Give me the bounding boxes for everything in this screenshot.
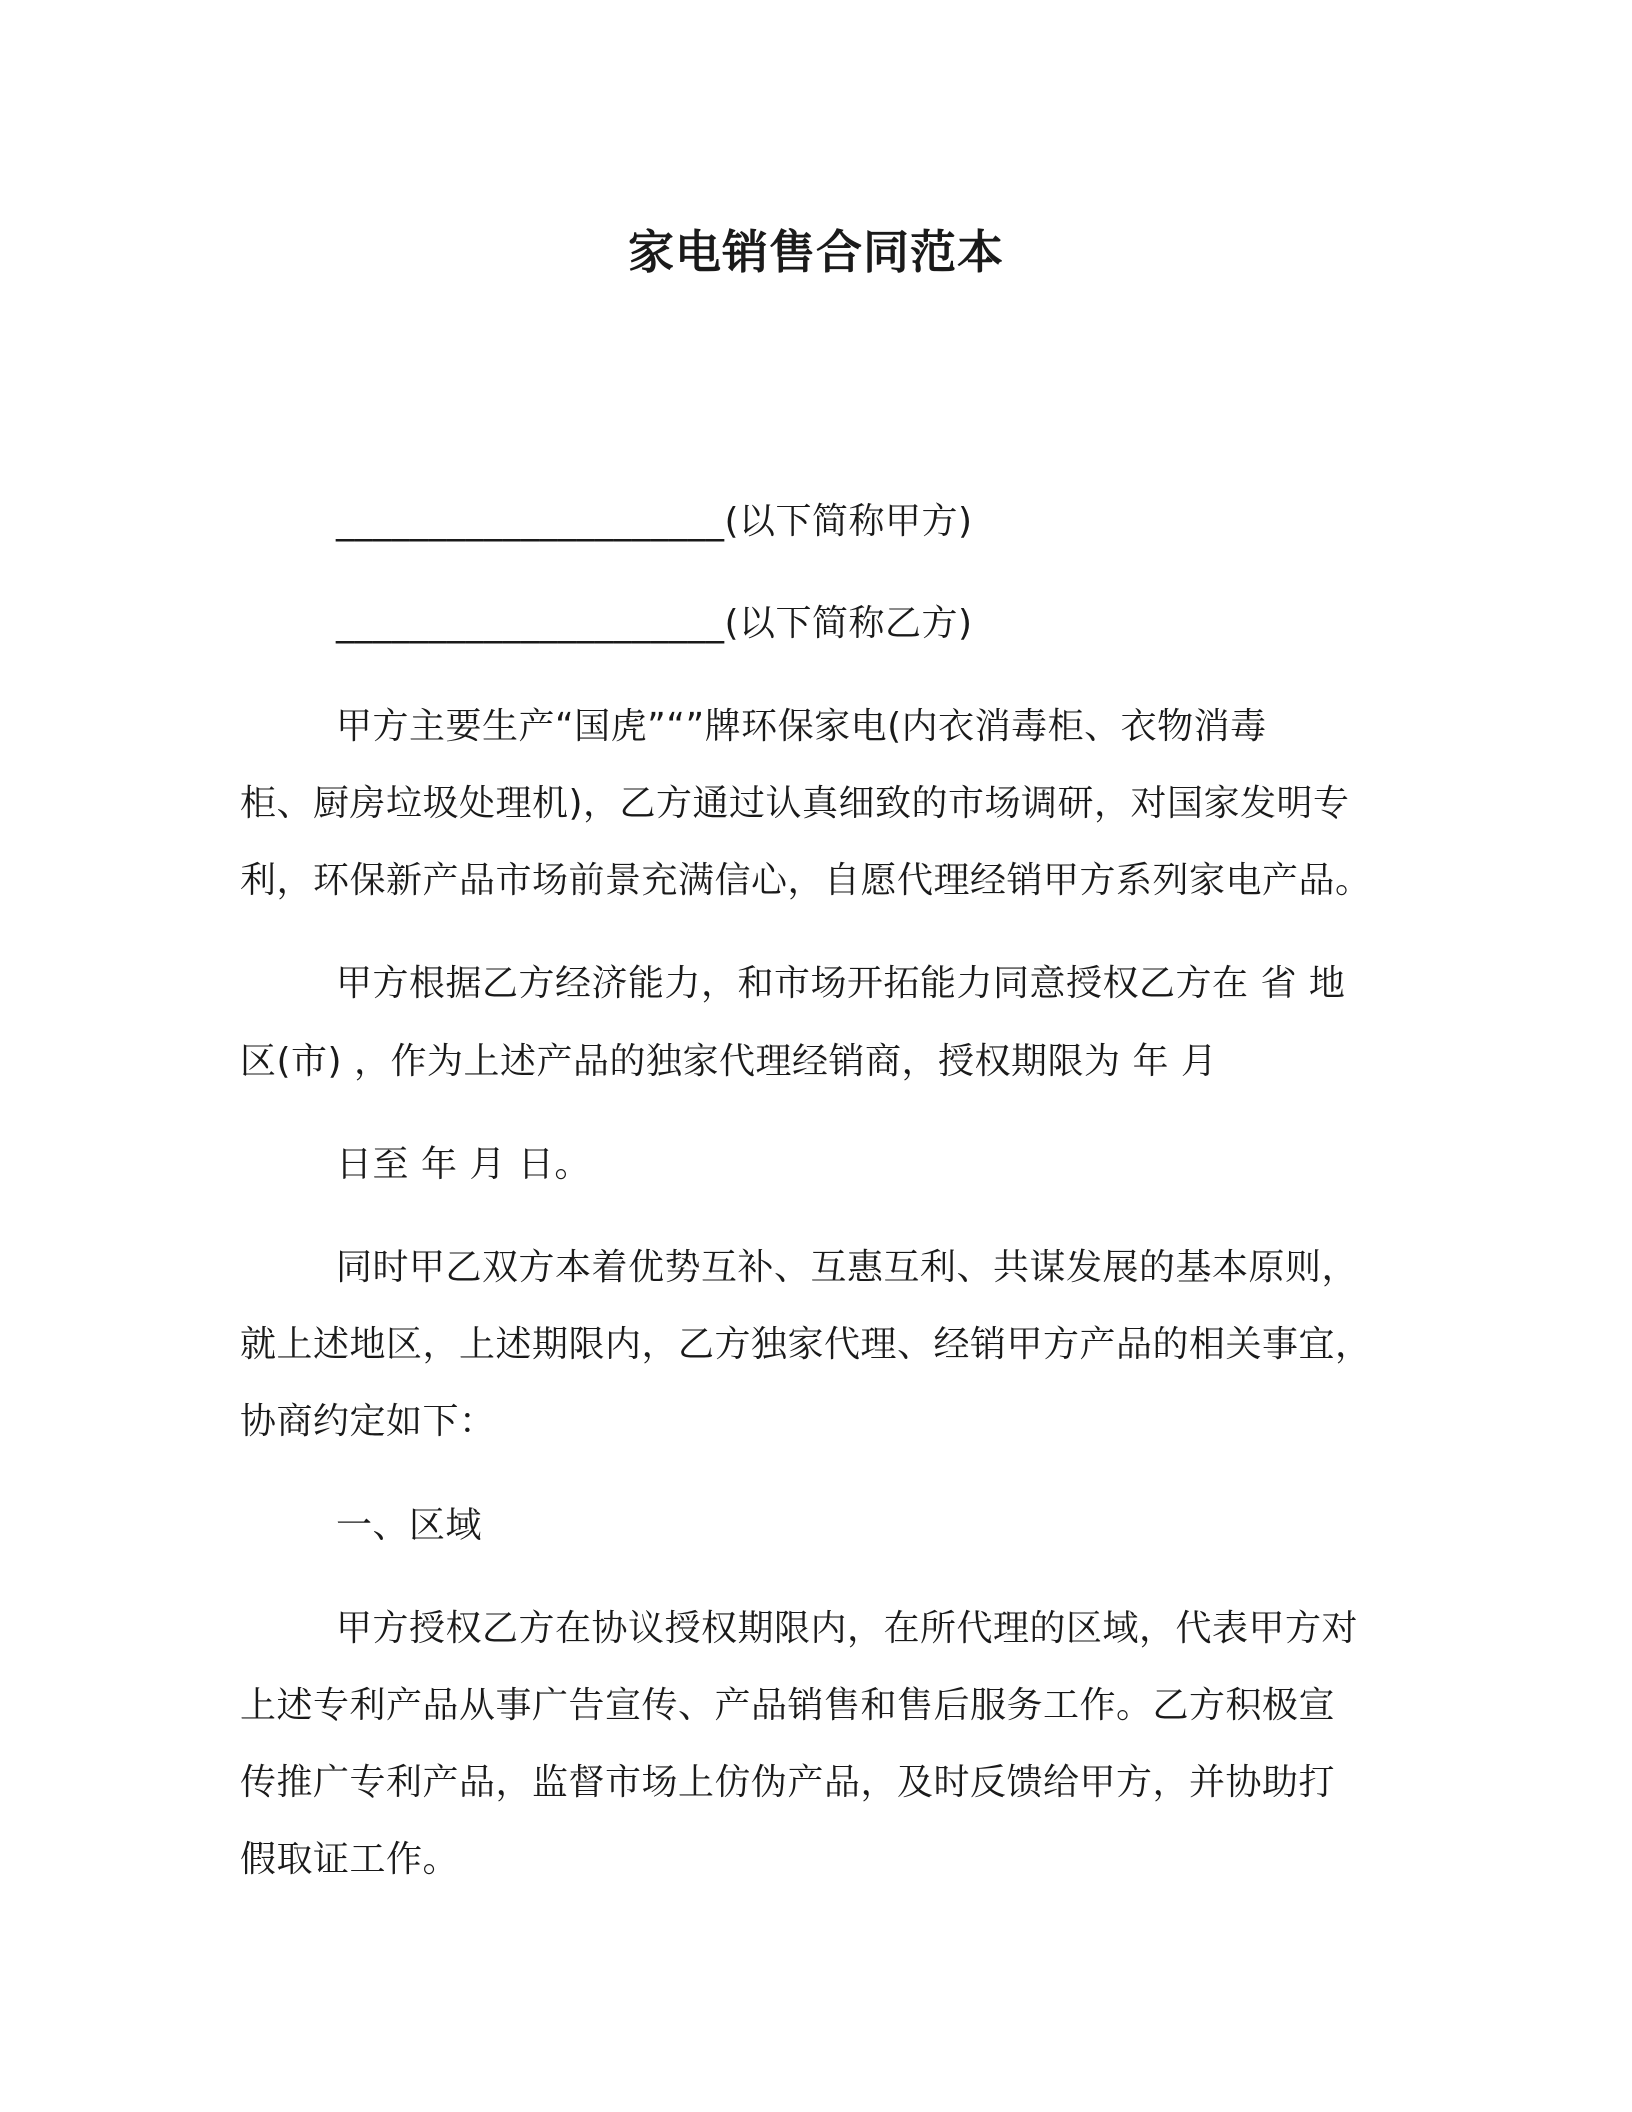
- paragraph-5-line-3: 传推广专利产品，监督市场上仿伪产品，及时反馈给甲方，并协助打: [240, 1762, 1336, 1803]
- paragraph-1-line-1: 甲方主要生产“国虎”“”牌环保家电(内衣消毒柜、衣物消毒: [336, 706, 1267, 747]
- party-b-line: _____________________(以下简称乙方): [336, 603, 973, 644]
- paragraph-5-line-4: 假取证工作。: [240, 1839, 460, 1880]
- party-a-line: _____________________(以下简称甲方): [336, 501, 973, 542]
- paragraph-1-line-3: 利，环保新产品市场前景充满信心，自愿代理经销甲方系列家电产品。: [240, 860, 1372, 901]
- paragraph-5-line-1: 甲方授权乙方在协议授权期限内，在所代理的区域，代表甲方对: [336, 1608, 1359, 1649]
- paragraph-4-line-2: 就上述地区，上述期限内，乙方独家代理、经销甲方产品的相关事宜，: [240, 1324, 1372, 1365]
- paragraph-4-line-1: 同时甲乙双方本着优势互补、互惠互利、共谋发展的基本原则，: [336, 1247, 1359, 1288]
- document-title: 家电销售合同范本: [628, 225, 1004, 279]
- paragraph-1-line-2: 柜、厨房垃圾处理机)，乙方通过认真细致的市场调研，对国家发明专: [240, 783, 1350, 824]
- paragraph-2-line-1: 甲方根据乙方经济能力，和市场开拓能力同意授权乙方在 省 地: [336, 963, 1346, 1004]
- paragraph-4-line-3: 协商约定如下：: [240, 1401, 496, 1442]
- paragraph-2-line-2: 区(市) ，作为上述产品的独家代理经销商，授权期限为 年 月: [240, 1041, 1218, 1082]
- paragraph-5-line-2: 上述专利产品从事广告宣传、产品销售和售后服务工作。乙方积极宣: [240, 1685, 1336, 1726]
- section-heading-region: 一、区域: [336, 1505, 483, 1546]
- paragraph-3-line-1: 日至 年 月 日。: [336, 1144, 591, 1185]
